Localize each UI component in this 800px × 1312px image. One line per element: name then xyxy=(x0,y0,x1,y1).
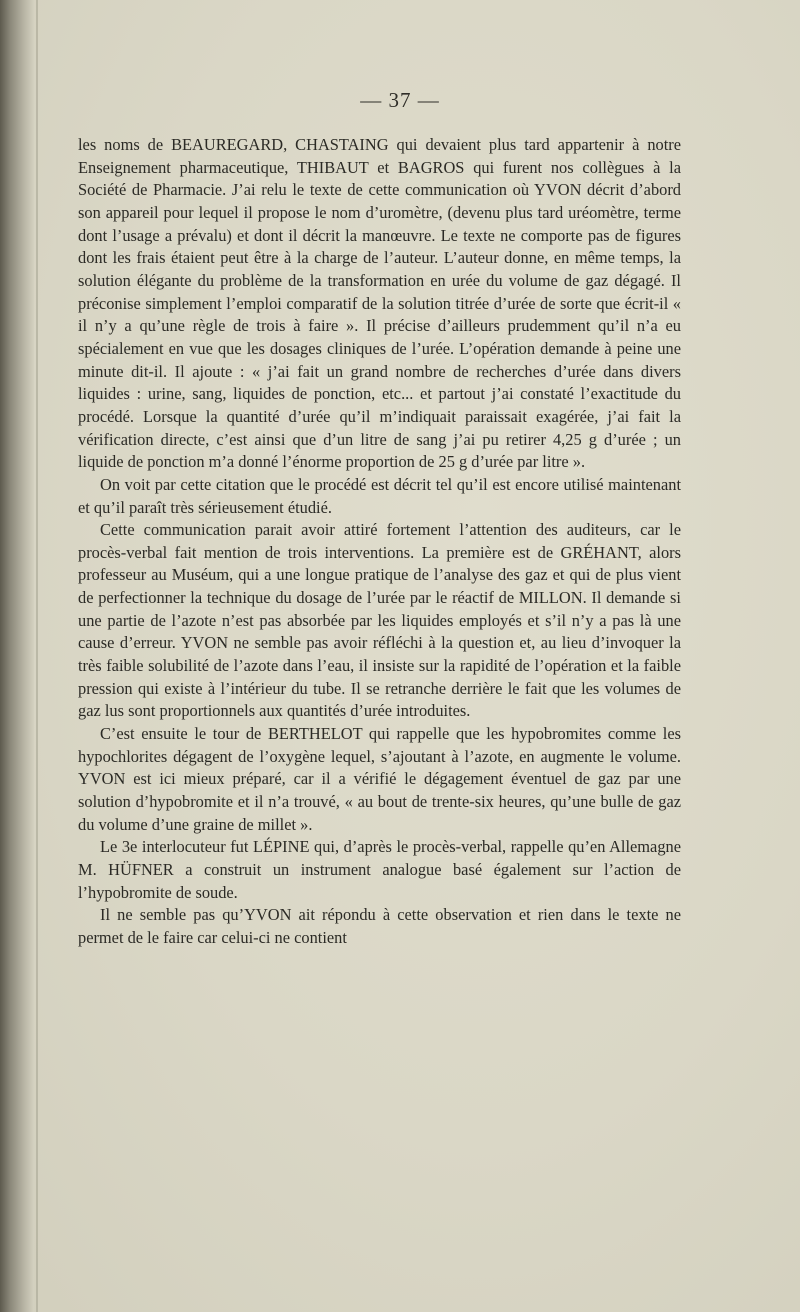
paragraph-5: Le 3e interlocuteur fut LÉPINE qui, d’après le procès-verbal, rappelle qu’en Allemagne M. HÜFNER a construit un instrument analogue basé également sur l’action de l’hypobromite de soude. xyxy=(78,837,681,902)
binding-edge xyxy=(36,0,38,1312)
body-text xyxy=(78,134,681,950)
paragraph-1: les noms de BEAUREGARD, CHASTAING qui devaient plus tard appartenir à notre Enseignement pharmaceutique, THIBAUT et BAGROS qui furent nos collègues à la Société de Pharmacie. J’ai relu le texte de cette communication où YVON décrit d’abord son appareil pour lequel il propose le nom d’uromètre, (devenu plus tard uréomètre, terme dont l’usage a prévalu) et dont il décrit la manœuvre. Le texte ne comporte pas de figures dont les frais étaient peut être à la charge de l’auteur. L’auteur donne, en même temps, la solution élégante du problème de la transformation en urée du volume de gaz dégagé. Il préconise simplement l’emploi comparatif de la solution titrée d’urée de sorte que écrit-il « il n’y a qu’une règle de trois à faire ». Il précise d’ailleurs prudemment qu’il n’a eu spécialement en vue que les dosages cliniques de l’urée. L’opération demande à peine une minute dit-il. Il ajoute : « j’ai fait un grand nombre de recherches d’urée dans divers liquides : urine, sang, liquides de ponction, etc... et partout j’ai constaté l’exactitude du procédé. Lorsque la quantité d’urée qu’il m’indiquait paraissait exagérée, j’ai fait la vérification directe, c’est ainsi que d’un litre de sang j’ai pu retirer 4,25 g d’urée ; un liquide de ponction m’a donné l’énorme proportion de 25 g d’urée par litre ». xyxy=(78,135,681,472)
page-number: — 37 — xyxy=(360,88,440,112)
book-binding-shadow xyxy=(0,0,34,1312)
paragraph-2: On voit par cette citation que le procédé est décrit tel qu’il est encore utilisé maintenant et qu’il paraît très sérieusement étudié. xyxy=(78,474,681,517)
paragraph-4: C’est ensuite le tour de BERTHELOT qui rappelle que les hypobromites comme les hypochlorites dégagent de l’oxygène lequel, s’ajoutant à l’azote, en augmente le volume. YVON est ici mieux préparé, car il a vérifié le dégagement éventuel de gaz par une solution d’hypobromite et il n’a trouvé, « au bout de trente-six heures, qu’une bulle de gaz du volume d’une graine de millet ». xyxy=(78,724,681,834)
paragraph-3: Cette communication parait avoir attiré fortement l’attention des auditeurs, car le procès-verbal fait mention de trois interventions. La première est de GRÉHANT, alors professeur au Muséum, qui a une longue pratique de l’analyse des gaz et qui de plus vient de perfectionner la technique du dosage de l’urée par le réactif de MILLON. Il demande si une partie de l’azote n’est pas absorbée par les liquides employés et s’il n’y a pas là une cause d’erreur. YVON ne semble pas avoir réfléchi à la question et, au lieu d’invoquer la très faible solubilité de l’azote dans l’eau, il insiste sur la rapidité de l’opération et la faible pression qui existe à l’intérieur du tube. Il se retranche derrière le fait que les volumes de gaz lus sont proportionnels aux quantités d’urée introduites. xyxy=(78,520,681,721)
paragraph-6: Il ne semble pas qu’YVON ait répondu à cette observation et rien dans le texte ne permet de le faire car celui-ci ne contient xyxy=(78,905,681,947)
